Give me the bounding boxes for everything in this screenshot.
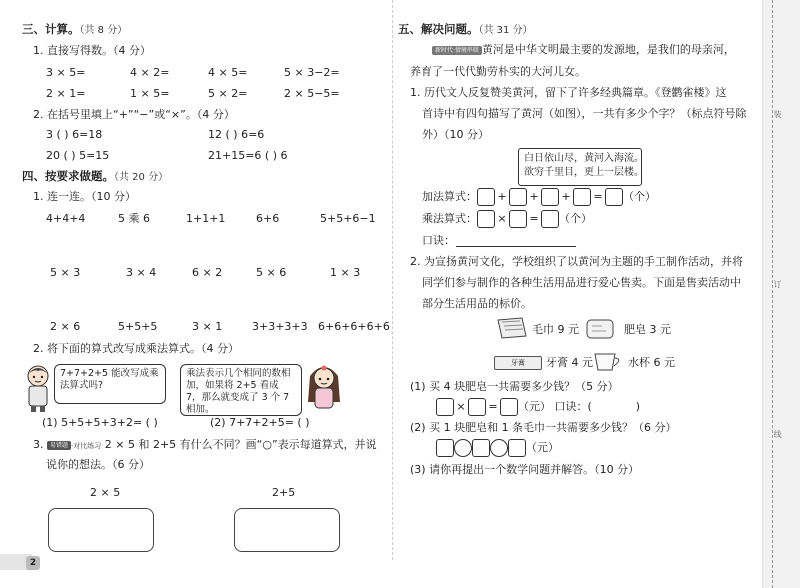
- poem-line-2: 欲穷千里目，更上一层楼。: [524, 167, 644, 178]
- section-4-heading: 四、按要求做题。（共 20 分）: [22, 169, 169, 183]
- cup-price: 水杯 6 元: [628, 356, 675, 369]
- error-badge: 易错题: [47, 441, 71, 450]
- operator-item: 20 ( ) 5=15: [46, 149, 110, 162]
- q5-1-line1: 1. 历代文人反复赞美黄河，留下了许多经典篇章。《登鹳雀楼》这: [410, 86, 727, 99]
- toothpaste-icon: 牙膏: [494, 356, 542, 370]
- column-divider: [392, 0, 393, 560]
- link-item: 1+1+1: [186, 212, 226, 225]
- answer-box[interactable]: [508, 439, 526, 457]
- operator-item: 3 ( ) 6=18: [46, 128, 103, 141]
- answer-box[interactable]: [500, 398, 518, 416]
- q5-2-sub1: (1) 买 4 块肥皂一共需要多少钱？（5 分）: [410, 380, 619, 393]
- sub2-equation: （元）: [436, 439, 559, 457]
- answer-box[interactable]: [477, 188, 495, 206]
- q3-1-title: 1. 直接写得数。（4 分）: [33, 44, 151, 57]
- calc-item: 5 × 2=: [208, 87, 248, 100]
- addition-equation: 加法算式： + + + = （个）: [422, 188, 656, 206]
- operator-item: 21+15=6 ( ) 6: [208, 149, 288, 162]
- answer-box[interactable]: [509, 188, 527, 206]
- page-number: 2: [26, 556, 40, 570]
- q5-2-sub2: (2) 买 1 块肥皂和 1 条毛巾一共需要多少钱？（6 分）: [410, 421, 677, 434]
- boy-illustration: [22, 364, 54, 412]
- section-3-heading: 三、计算。（共 8 分）: [22, 22, 128, 36]
- answer-box[interactable]: [541, 210, 559, 228]
- link-item: 5 × 3: [50, 266, 81, 279]
- calc-item: 4 × 5=: [208, 66, 248, 79]
- compare-label-2: 2+5: [272, 486, 296, 499]
- q4-3-title: 3. 易错题 ·对比练习 2 × 5 和 2+5 有什么不同？画“○”表示每道算式，并说: [33, 438, 377, 451]
- q5-2-line1: 2. 为宣扬黄河文化，学校组织了以黄河为主题的手工制作活动，并将: [410, 255, 743, 268]
- q5-1-line3: 外）（10 分）: [422, 128, 489, 141]
- poem-line-1: 白日依山尽，黄河入海流。: [524, 153, 644, 164]
- sub1-equation: × = （元） 口诀：( ): [436, 398, 640, 416]
- link-item: 3 × 1: [192, 320, 223, 333]
- link-item: 5+5+6−1: [320, 212, 376, 225]
- rewrite-item-2: (2) 7+7+2+5= ( ): [210, 416, 310, 429]
- link-item: 3 × 4: [126, 266, 157, 279]
- operator-item: 12 ( ) 6=6: [208, 128, 265, 141]
- answer-box[interactable]: [436, 398, 454, 416]
- cut-line: [772, 0, 773, 588]
- rewrite-item-1: (1) 5+5+5+3+2= ( ): [42, 416, 158, 429]
- cut-label-mid: 订: [773, 280, 782, 288]
- cup-icon: [592, 350, 626, 374]
- intro-line-2: 养育了一代代勤劳朴实的大河儿女。: [410, 65, 586, 78]
- answer-box[interactable]: [472, 439, 490, 457]
- soap-price: 肥皂 3 元: [624, 323, 671, 336]
- link-item: 5 × 6: [256, 266, 287, 279]
- cut-label-top: 装: [773, 110, 782, 120]
- q4-1-title: 1. 连一连。（10 分）: [33, 190, 136, 203]
- binding-margin: [762, 0, 800, 588]
- answer-box[interactable]: [605, 188, 623, 206]
- q5-2-line2: 同学们参与制作的各种生活用品进行爱心售卖。下面是售卖活动中: [422, 276, 741, 289]
- link-item: 2 × 6: [50, 320, 81, 333]
- link-item: 5+5+5: [118, 320, 158, 333]
- operator-circle[interactable]: [490, 439, 508, 457]
- draw-area-2[interactable]: [234, 508, 340, 552]
- link-item: 6+6+6+6+6: [318, 320, 390, 333]
- link-item: 6 × 2: [192, 266, 223, 279]
- rhyme-row: 口诀：: [422, 234, 455, 247]
- answer-box[interactable]: [436, 439, 454, 457]
- q4-2-title: 2. 将下面的算式改写成乘法算式。（4 分）: [33, 342, 239, 355]
- link-item: 6+6: [256, 212, 280, 225]
- q5-1-line2: 首诗中有四句描写了黄河（如图），一共有多少个字？（标点符号除: [422, 107, 747, 120]
- calc-item: 5 × 3−2=: [284, 66, 340, 79]
- calc-item: 3 × 5=: [46, 66, 86, 79]
- rhyme-answer-line[interactable]: [456, 246, 576, 247]
- calc-item: 2 × 1=: [46, 87, 86, 100]
- calc-item: 4 × 2=: [130, 66, 170, 79]
- q3-2-title: 2. 在括号里填上“+”“−”或“×”。（4 分）: [33, 108, 235, 121]
- towel-icon: [494, 316, 530, 340]
- operator-circle[interactable]: [454, 439, 472, 457]
- section-5-heading: 五、解决问题。（共 31 分）: [398, 22, 533, 36]
- answer-box[interactable]: [573, 188, 591, 206]
- link-item: 3+3+3+3: [252, 320, 308, 333]
- q5-2-sub3: (3) 请你再提出一个数学问题并解答。（10 分）: [410, 463, 640, 476]
- answer-box[interactable]: [477, 210, 495, 228]
- calc-item: 1 × 5=: [130, 87, 170, 100]
- girl-illustration: [304, 362, 344, 412]
- multiplication-equation: 乘法算式： × = （个）: [422, 210, 592, 228]
- link-item: 1 × 3: [330, 266, 361, 279]
- intro-line-1: 新时代·情境串联 黄河是中华文明最主要的发源地，是我们的母亲河，: [432, 43, 735, 57]
- cut-label-bottom: 线: [773, 430, 782, 438]
- poem-box: [518, 148, 642, 186]
- boy-speech-bubble: 7+7+2+5 能改写成乘法算式吗?: [54, 364, 166, 404]
- soap-icon: [584, 316, 618, 342]
- answer-box[interactable]: [541, 188, 559, 206]
- towel-price: 毛巾 9 元: [532, 323, 579, 336]
- compare-label-1: 2 × 5: [90, 486, 121, 499]
- q4-3-text2: 说你的想法。（6 分）: [46, 458, 150, 471]
- link-item: 4+4+4: [46, 212, 86, 225]
- q5-2-line3: 部分生活用品的标价。: [422, 297, 532, 310]
- scenario-badge: 新时代·情境串联: [432, 46, 482, 55]
- answer-box[interactable]: [468, 398, 486, 416]
- answer-box[interactable]: [509, 210, 527, 228]
- draw-area-1[interactable]: [48, 508, 154, 552]
- toothpaste-price: 牙膏 4 元: [546, 356, 593, 369]
- girl-speech-bubble: 乘法表示几个相同的数相加，如果将 2+5 看成 7，那么就变成了 3 个 7 相加。: [180, 364, 302, 416]
- link-item: 5 乘 6: [118, 212, 150, 225]
- calc-item: 2 × 5−5=: [284, 87, 340, 100]
